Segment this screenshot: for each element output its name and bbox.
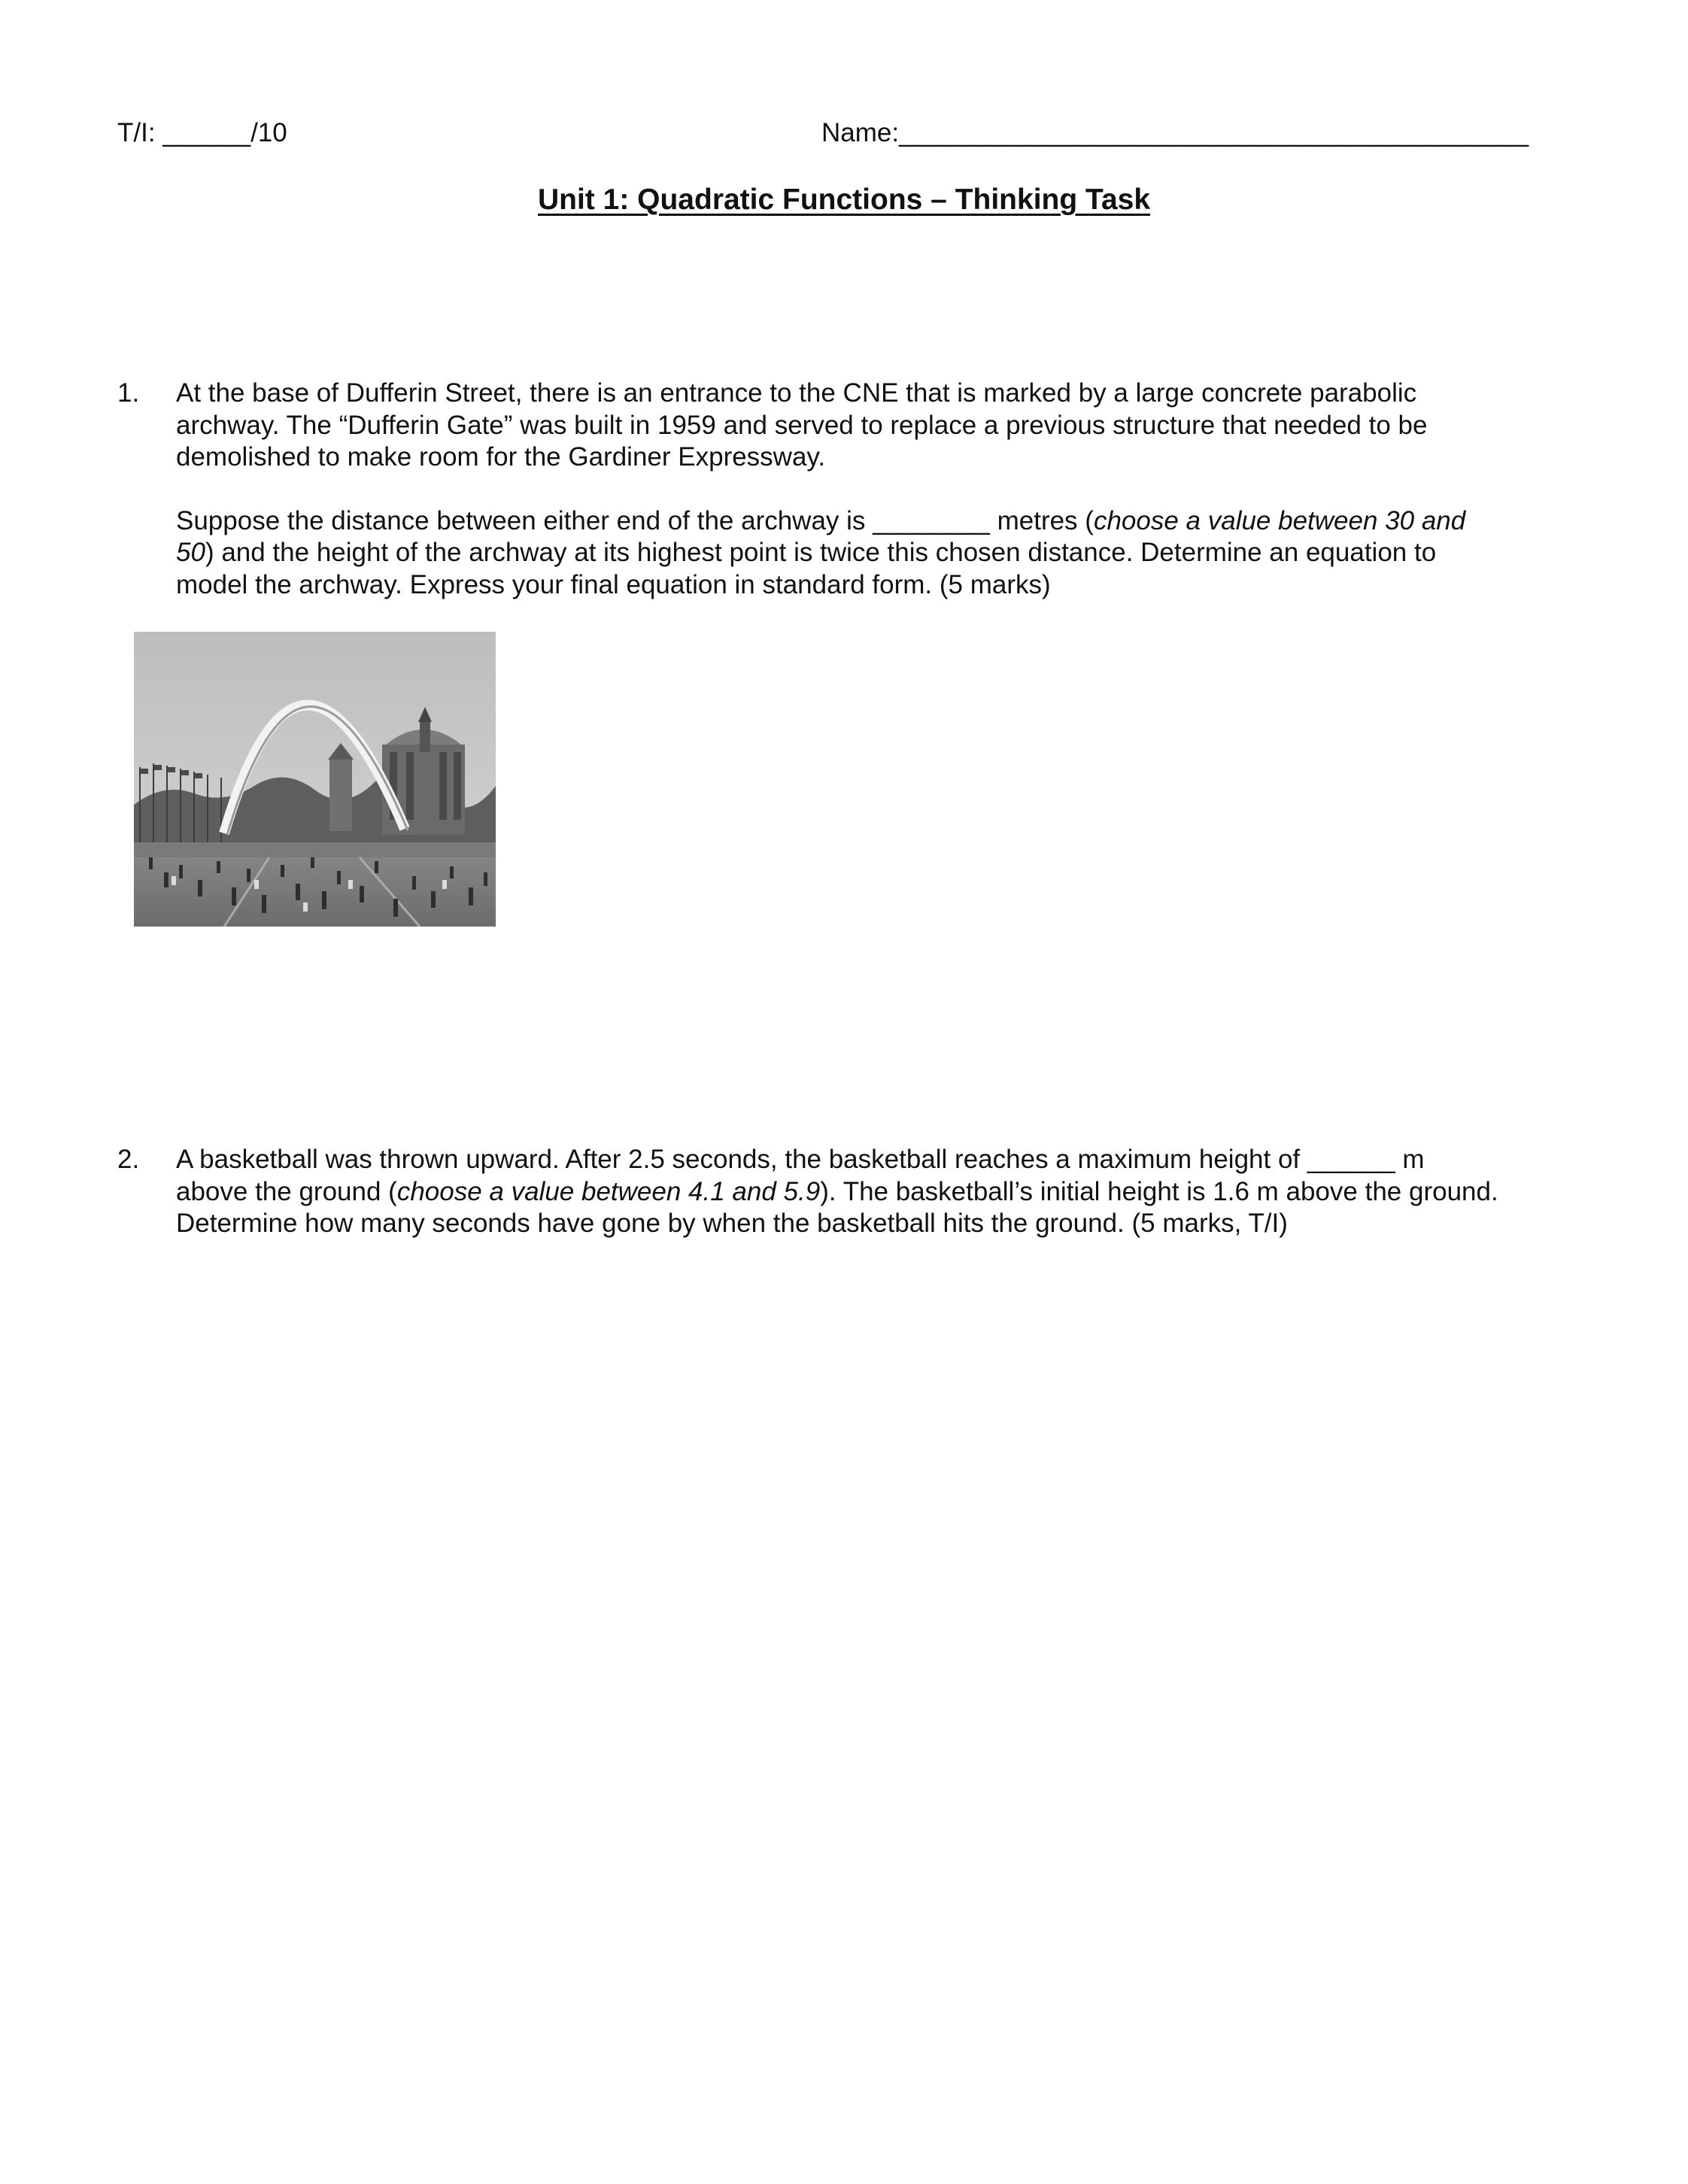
- question-1-text-run: ) and the height of the archway at its highest point is twice this chosen distance. Determine an equation to: [205, 538, 1437, 567]
- question-2-text-run: above the ground (: [176, 1176, 397, 1206]
- question-1-line: archway. The “Dufferin Gate” was built in 1959 and served to replace a previous structure that needed to be: [176, 410, 1428, 440]
- question-1-italic-hint: choose a value between 30 and: [1093, 505, 1466, 535]
- question-1-line: [176, 537, 1590, 569]
- question-2-italic-hint: choose a value between 4.1 and 5.9: [396, 1176, 821, 1206]
- question-2-line: Determine how many seconds have gone by when the basketball hits the ground. (5 marks, T/I): [176, 1209, 1288, 1238]
- question-1-text-run: Suppose the distance between either end of the archway is ________ metres (: [176, 505, 1094, 535]
- question-1-line: At the base of Dufferin Street, there is an entrance to the CNE that is marked by a large concrete parabolic: [176, 378, 1417, 408]
- name-field-label: Name:___________________________________________: [821, 118, 1529, 147]
- question-1-line: [176, 505, 1590, 538]
- question-1-line: demolished to make room for the Gardiner Expressway.: [176, 442, 826, 472]
- question-2-text-run: ). The basketball’s initial height is 1.6 m above the ground.: [820, 1176, 1498, 1206]
- question-2-line: [176, 1176, 1590, 1209]
- question-1-text: [176, 378, 1590, 601]
- ti-score-label: T/I: ______/10: [117, 118, 287, 147]
- question-1-number: 1.: [117, 378, 140, 408]
- question-2-number: 2.: [117, 1145, 140, 1174]
- question-1-italic-hint: 50: [176, 538, 205, 567]
- page-title: Unit 1: Quadratic Functions – Thinking Task: [537, 184, 1151, 216]
- question-2-line: A basketball was thrown upward. After 2.5 seconds, the basketball reaches a maximum height of ______ m: [176, 1145, 1425, 1174]
- question-1-line: model the archway. Express your final equation in standard form. (5 marks): [176, 569, 1051, 599]
- question-2-text: [176, 1144, 1590, 1240]
- dufferin-gate-photo: [134, 632, 496, 927]
